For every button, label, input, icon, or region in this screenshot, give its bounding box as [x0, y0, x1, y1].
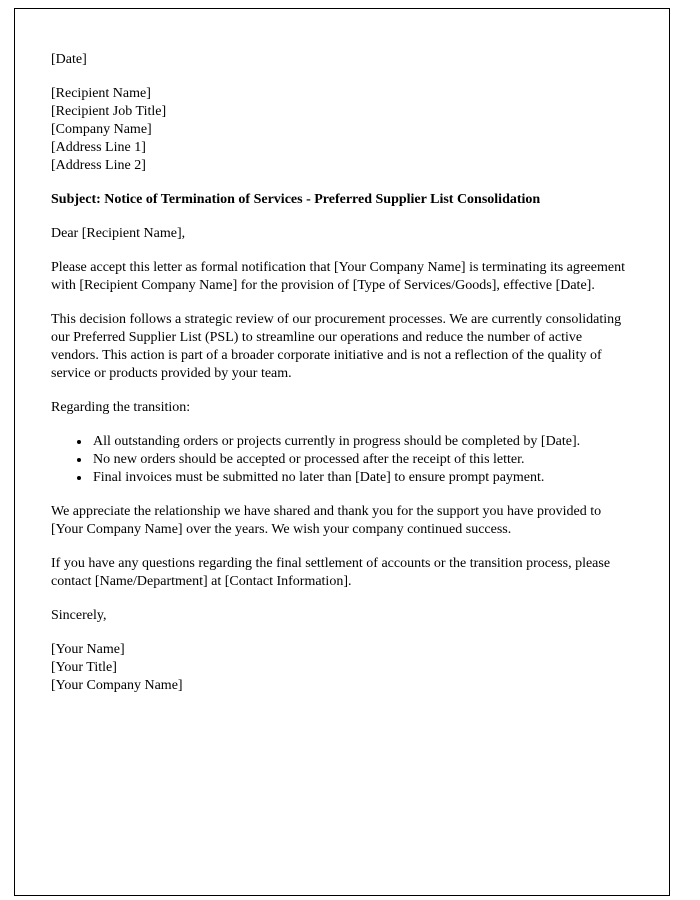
signature-name: [Your Name]	[51, 642, 125, 657]
recipient-address-line-1: [Address Line 1]	[51, 140, 146, 155]
recipient-address-line-2: [Address Line 2]	[51, 158, 146, 173]
transition-heading: Regarding the transition:	[51, 400, 191, 415]
subject-line: Subject: Notice of Termination of Services - Preferred Supplier List Consolidation	[51, 192, 541, 207]
signature-block	[51, 641, 627, 695]
bullet-final-invoices: • Final invoices must be submitted no later than [Date] to ensure prompt payment.	[91, 469, 627, 487]
date-line: [Date]	[51, 52, 87, 67]
transition-bullet-list	[51, 433, 627, 487]
salutation: Dear [Recipient Name],	[51, 226, 186, 241]
recipient-company: [Company Name]	[51, 122, 152, 137]
paragraph-questions-contact: If you have any questions regarding the final settlement of accounts or the transition process, please contact [Name/Department] at [Contact Information].	[51, 556, 611, 589]
paragraph-decision-explanation: This decision follows a strategic review of our procurement processes. We are currently consolidating our Preferred Supplier List (PSL) to streamline our operations and reduce the number of active vendors. This action is part of a broader corporate initiative and is not a reflection of the quality of service or products provided by your team.	[51, 312, 622, 381]
bullet-outstanding-orders: • All outstanding orders or projects currently in progress should be completed by [Date].	[91, 433, 627, 451]
recipient-job-title: [Recipient Job Title]	[51, 104, 167, 119]
bullet-no-new-orders: • No new orders should be accepted or processed after the receipt of this letter.	[91, 451, 627, 469]
paragraph-appreciation: We appreciate the relationship we have shared and thank you for the support you have provided to [Your Company Name] over the years. We wish your company continued success.	[51, 504, 602, 537]
signature-title: [Your Title]	[51, 660, 117, 675]
paragraph-termination-notice: Please accept this letter as formal notification that [Your Company Name] is terminating its agreement with [Recipient Company Name] for the provision of [Type of Services/Goods], effective [Date].	[51, 260, 625, 293]
signoff: Sincerely,	[51, 608, 107, 623]
letter-page	[14, 8, 670, 896]
signature-company: [Your Company Name]	[51, 678, 183, 693]
recipient-name: [Recipient Name]	[51, 86, 151, 101]
recipient-address-block	[51, 85, 627, 175]
